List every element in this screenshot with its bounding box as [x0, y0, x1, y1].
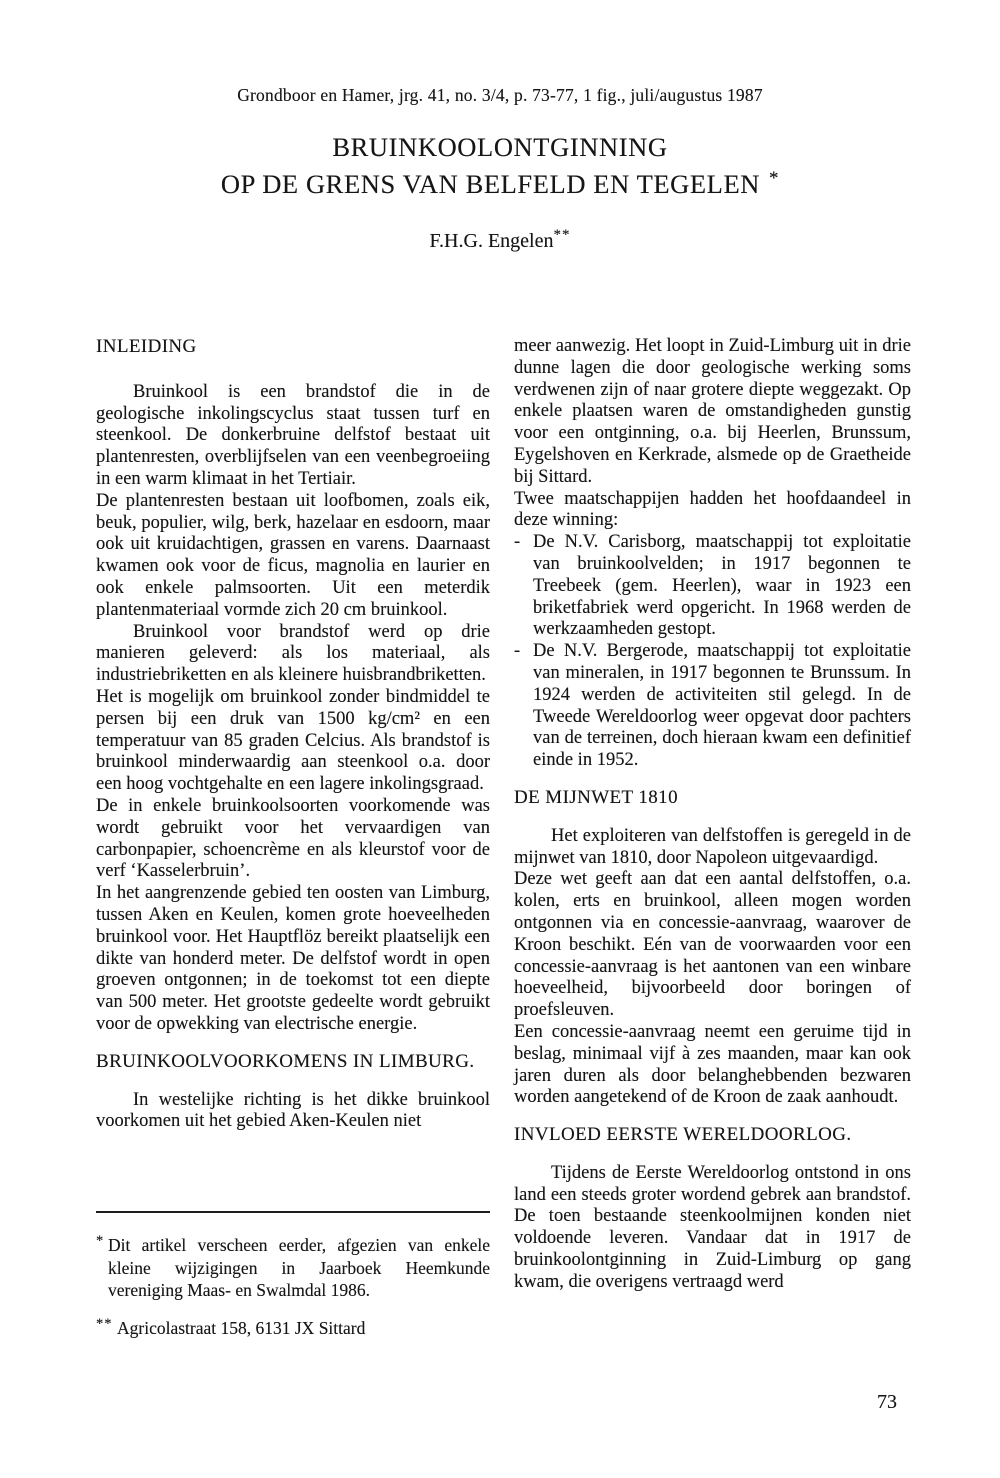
article-title-line2-text: OP DE GRENS VAN BELFELD EN TEGELEN: [220, 169, 760, 199]
paragraph: Het is mogelijk om bruinkool zonder bindmiddel te persen bij een druk van 1500 kg/cm² en een temperatuur van 85 graden Celcius. Als brandstof is bruinkool minderwaardig aan steenkool o.a. door een hoog vochtgehalte en een lagere inkolingsgraad.: [96, 686, 490, 795]
paragraph: De in enkele bruinkoolsoorten voorkomende was wordt gebruikt voor het vervaardigen van carbonpapier, schoencrème en als kleurstof voor de verf ‘Kasselerbruin’.: [96, 795, 490, 882]
title-footnote-mark: *: [769, 168, 780, 189]
paragraph: Twee maatschappijen hadden het hoofdaandeel in deze winning:: [514, 488, 911, 531]
section-heading-inleiding: INLEIDING: [96, 336, 197, 357]
paragraph: Deze wet geeft aan dat een aantal delfstoffen, o.a. kolen, erts en bruinkool, alleen mogen worden ontgonnen via en concessie-aanvraag, waarover de Kroon beschikt. Eén van de voorwaarden voor een concessie-aanvraag is het aantonen van een winbare hoeveelheid, bijvoorbeeld door boringen of proefsleuven.: [514, 869, 911, 1021]
author-line: [0, 227, 1000, 253]
paragraph: De plantenresten bestaan uit loofbomen, zoals eik, beuk, populier, wilg, berk, hazelaar en esdoorn, maar ook uit kruidachtigen, grassen en varens. Daarnaast kwamen ook voor de ficus, magnolia en laurier en ook enkele palmsoorten. Uit een meterdik plantenmateriaal vormde zich 20 cm bruinkool.: [96, 490, 490, 620]
footnote-mark: *: [96, 1233, 105, 1249]
paragraph: Bruinkool voor brandstof werd op drie manieren geleverd: als los materiaal, als industriebriketten en als kleinere huisbrandbriketten.: [96, 621, 490, 686]
footnote-text: Dit artikel verscheen eerder, afgezien van enkele kleine wijzigingen in Jaarboek Heemkunde vereniging Maas- en Swalmdal 1986.: [108, 1235, 490, 1301]
section-heading-invloed: INVLOED EERSTE WERELDOORLOG.: [514, 1124, 852, 1146]
footnote: [96, 1234, 490, 1302]
article-title-line2: [0, 163, 1000, 200]
author-footnote-mark: **: [553, 227, 571, 243]
list-item: [514, 641, 911, 772]
author-name: F.H.G. Engelen: [429, 230, 554, 252]
list-dash: -: [514, 532, 521, 553]
article-title-line1: BRUINKOOLONTGINNING: [332, 132, 668, 162]
footnote: [96, 1317, 490, 1340]
paragraph: Een concessie-aanvraag neemt een geruime tijd in beslag, minimaal vijf à zes maanden, maar kan ook jaren duren als door belanghebbenden bezwaren worden aangetekend of de Kroon de zaak aanhoudt.: [514, 1021, 911, 1108]
article-title: [0, 132, 1000, 200]
paragraph: Tijdens de Eerste Wereldoorlog ontstond in ons land een steeds groter wordend gebrek aan brandstof. De toen bestaande steenkoolmijnen konden niet voldoende leveren. Vandaar dat in 1917 de bruinkoolontginning in Zuid-Limburg op gang kwam, die overigens vertraagd werd: [514, 1162, 911, 1292]
paragraph: In het aangrenzende gebied ten oosten van Limburg, tussen Aken en Keulen, komen grote hoeveelheden bruinkool voor. Het Hauptflöz bereikt plaatselijk een dikte van honderd meter. De delfstof wordt in open groeven ontgonnen; in de toekomst tot een diepte van 500 meter. Het grootste gedeelte wordt gebruikt voor de opwekking van electrische energie.: [96, 883, 490, 1034]
footnote-mark: **: [96, 1315, 113, 1332]
paragraph: In westelijke richting is het dikke bruinkool voorkomen uit het gebied Aken-Keulen niet: [96, 1089, 490, 1132]
paragraph: Bruinkool is een brandstof die in de geologische inkolingscyclus staat tussen turf en steenkool. De donkerbruine delfstof bestaat uit plantenresten, overblijfselen van een veenbegroeiing in een warm klimaat in het Tertiair.: [96, 381, 490, 489]
footnote-block: [96, 1211, 490, 1354]
list-dash: -: [514, 641, 521, 662]
left-column: [96, 336, 490, 1133]
footnote-divider: [96, 1211, 490, 1213]
journal-reference-line: Grondboor en Hamer, jrg. 41, no. 3/4, p. 73-77, 1 fig., juli/augustus 1987: [237, 85, 763, 105]
section-heading-bruinkoolvoorkomens: BRUINKOOLVOORKOMENS IN LIMBURG.: [96, 1050, 475, 1072]
list-item-text: De N.V. Bergerode, maatschappij tot exploitatie van mineralen, in 1917 begonnen te Brunssum. In 1924 werden de activiteiten stil gelegd. In de Tweede Wereldoorlog weer opgevat door pachters van de terreinen, doch hieraan kwam een definitief einde in 1952.: [533, 641, 911, 771]
section-heading-mijnwet: DE MIJNWET 1810: [514, 786, 678, 808]
footnote-text: Agricolastraat 158, 6131 JX Sittard: [117, 1317, 366, 1338]
list-item-text: De N.V. Carisborg, maatschappij tot exploitatie van bruinkoolvelden; in 1917 begonnen te Treebeek (gem. Heerlen), waar in 1923 een briketfabriek werd opgericht. In 1968 werden de werkzaamheden gestopt.: [533, 532, 911, 640]
right-column: [514, 336, 911, 1294]
list-item: [514, 532, 911, 641]
paragraph: meer aanwezig. Het loopt in Zuid-Limburg uit in drie dunne lagen die door geologische werking soms verdwenen zijn of naar grotere diepte weggezakt. Op enkele plaatsen waren de omstandigheden gunstig voor een ontginning, o.a. bij Heerlen, Brunssum, Eygelshoven en Kerkrade, alsmede op de Graetheide bij Sittard.: [514, 336, 911, 487]
page-number: 73: [877, 1391, 897, 1413]
paragraph: Het exploiteren van delfstoffen is geregeld in de mijnwet van 1810, door Napoleon uitgevaardigd.: [514, 825, 911, 868]
